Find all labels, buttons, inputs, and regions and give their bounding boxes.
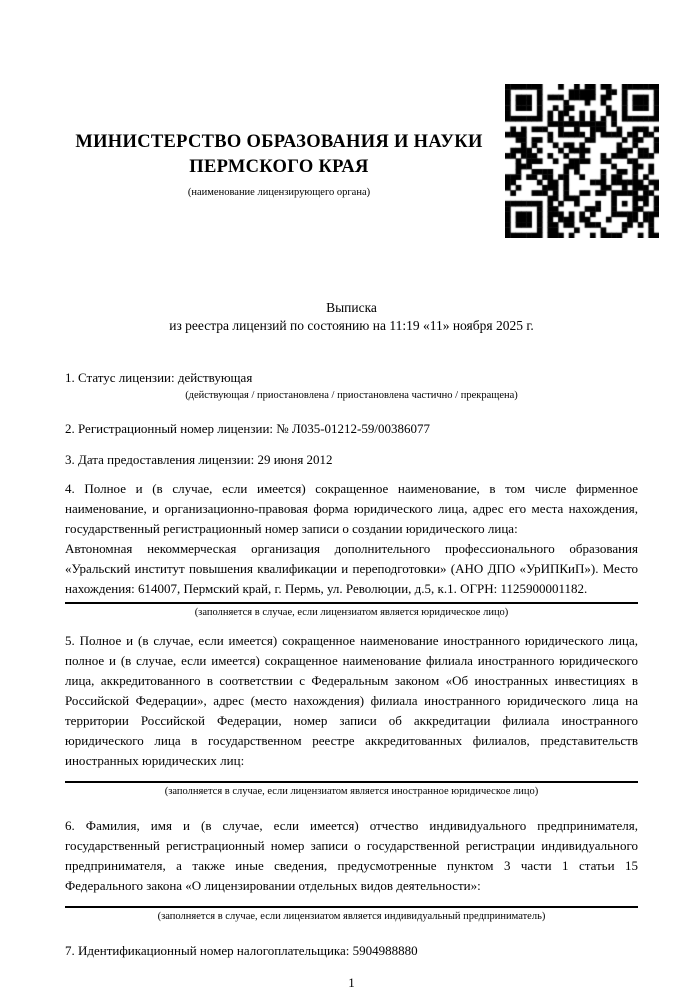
item-2-registration-number: 2. Регистрационный номер лицензии: № Л035-01212-59/00386077: [65, 421, 431, 436]
licensing-authority-block: [65, 0, 493, 199]
item-4-caption: (заполняется в случае, если лицензиатом является юридическое лицо): [194, 607, 509, 618]
org-name-line2: ПЕРМСКОГО КРАЯ: [189, 157, 369, 177]
item-6-caption: (заполняется в случае, если лицензиатом является индивидуальный предприниматель): [157, 911, 546, 922]
page-number: 1: [348, 975, 355, 989]
org-name-line1: МИНИСТЕРСТВО ОБРАЗОВАНИЯ И НАУКИ: [75, 132, 483, 152]
item-5-caption: (заполняется в случае, если лицензиатом является иностранное юридическое лицо): [164, 786, 539, 797]
item-4-value: Автономная некоммерческая организация дополнительного профессионального образования «Уральский институт повышения квалификации и переподготовки» (АНО ДПО «УрИПКиП»). Место нахождения: 614007, Пермский край, г. Пермь, ул. Революции, д.5, к.1. ОГРН: 1125900001182.: [65, 541, 638, 596]
item-4-fill-line: [65, 602, 638, 604]
item-1-status-options-caption: (действующая / приостановлена / приостановлена частично / прекращена): [185, 390, 518, 401]
item-4-label: 4. Полное и (в случае, если имеется) сокращенное наименование, в том числе фирменное наименование, и организационно-правовая форма юридического лица, адрес его места нахождения, государственный регистрационный номер записи о создании юридического лица:: [65, 481, 638, 536]
licensing-authority-caption: (наименование лицензирующего органа): [187, 187, 371, 198]
document-title-line1: Выписка: [326, 300, 377, 315]
item-6-fill-line: [65, 906, 638, 908]
document-title: [65, 299, 638, 335]
item-5-fill-line: [65, 781, 638, 783]
licensing-authority-name: [65, 130, 493, 180]
item-4-legal-entity-section: [65, 479, 638, 619]
qr-code: [505, 84, 659, 238]
document-title-line2: из реестра лицензий по состоянию на 11:19 «11» ноября 2025 г.: [169, 318, 534, 333]
item-5-label: 5. Полное и (в случае, если имеется) сокращенное наименование иностранного юридического лица, полное и (в случае, если имеется) сокращенное наименование филиала иностранного юридического лица, аккредитованного в соответствии с Федеральным законом «Об иностранных инвестициях в Российской Федерации», адрес (место нахождения) филиала иностранного юридического лица на территории Российской Федерации, номер записи об аккредитации филиала иностранного юридического лица в государственном реестре аккредитованных филиалов, представительств иностранных юридических лиц:: [65, 633, 638, 768]
item-1-license-status: 1. Статус лицензии: действующая: [65, 370, 253, 385]
item-6-entrepreneur-section: [65, 816, 638, 923]
item-7-taxpayer-number: 7. Идентификационный номер налогоплательщика: 5904988880: [65, 943, 418, 958]
item-3-grant-date: 3. Дата предоставления лицензии: 29 июня 2012: [65, 452, 333, 467]
item-6-label: 6. Фамилия, имя и (в случае, если имеется) отчество индивидуального предпринимателя, государственный регистрационный номер записи о государственной регистрации индивидуального предпринимателя, а также иные сведения, предусмотренные пунктом 3 части 1 статьи 15 Федерального закона «О лицензировании отдельных видов деятельности»:: [65, 818, 638, 893]
item-5-foreign-entity-section: [65, 631, 638, 798]
